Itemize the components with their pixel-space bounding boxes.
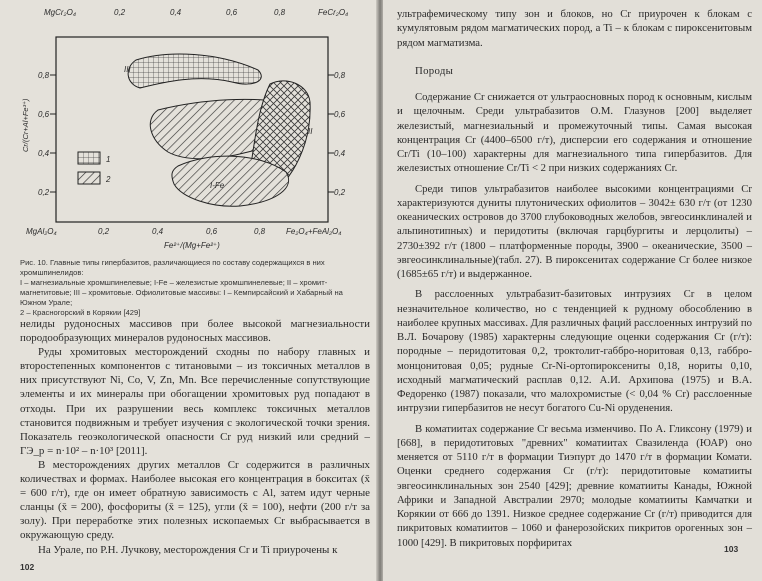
left-tick-4: 0,2 <box>38 188 50 197</box>
corner-label-top-right: FeCr₂O₄ <box>318 8 349 17</box>
paragraph: нелиды рудоносных массивов при более высокой магнезиальности породообразующих минералов рудоносных массивов. <box>20 318 370 345</box>
paragraph: Руды хромитовых месторождений сходны по набору главных и второстепенных компонентов с титановыми – из токсичных металлов в них присутствуют Ni, Co, V, Zn, Mn. Все перечисленные сопутствующие элементы и их минералы при обогащении хромитовых руд попадают в отходы. При их разрушении весь комплекс токсичных металлов становится подвижным и требует изучения с экологической точки зрения. Показатель геоэкологической опасности Cr руд низкий или средний – ГЭ_р = n·10² – n·10³ [2011]. <box>20 346 370 457</box>
bottom-tick-4: 0,8 <box>254 227 266 236</box>
y-axis-label: Cr/(Cr+Al+Fe³⁺) <box>21 98 30 152</box>
caption-line: I – магнезиальные хромшпинелевые; I-Fe – железистые хромшпинелевые; II – хромит-магнетитовые; III – хромитовые. Офиолитовые массивы: I – Кемпирсайский и Хабарный на Южном Урале; <box>20 278 343 307</box>
section-heading: Породы <box>415 64 454 77</box>
paragraph: ультрафемическому типу зон и блоков, но Cr приурочен к блокам с кумулятовым рядом магматических пород, а Ti – к блокам с пироксенитовым рядом магматизма. <box>397 8 752 49</box>
legend-label-1: 1 <box>106 155 111 164</box>
page-number-right: 103 <box>724 544 739 554</box>
top-tick-3: 0,6 <box>226 8 238 17</box>
right-tick-1: 0,8 <box>334 71 346 80</box>
field-label-II: II <box>308 127 313 136</box>
paragraph: В месторождениях других металлов Cr содержится в различных количествах и формах. Наиболее высокая его концентрация в бокситах (x̄ = 600 г/т), где он имеет обратную зависимость с Al, затем идут черные сланцы (x̄ = 200), фосфориты (x̄ = 125), угли (x̄ = 100), нефти (200 г/т за золу). При переработке этих полезных ископаемых Cr выбрасывается в окружающую среду. <box>20 458 370 542</box>
paragraph: На Урале, по Р.Н. Лучкову, месторождения Cr и Ti приурочены к <box>38 543 338 556</box>
top-tick-2: 0,4 <box>170 8 182 17</box>
top-tick-4: 0,8 <box>274 8 286 17</box>
caption-title: Рис. 10. Главные типы гипербазитов, различающиеся по составу содержащихся в них хромшпинелидов: <box>20 258 325 277</box>
page-number-left: 102 <box>20 562 35 572</box>
top-tick-1: 0,2 <box>114 8 126 17</box>
caption-line: 2 – Красногорский в Корякии [429] <box>20 308 141 317</box>
right-page-text <box>397 7 752 550</box>
bottom-tick-1: 0,2 <box>98 227 110 236</box>
x-axis-label: Fe²⁺/(Mg+Fe²⁺) <box>164 241 220 250</box>
paragraph: В коматиитах содержание Cr весьма изменчиво. По А. Гликсону (1979) и [668], в перидотитовых "древних" коматиитах Свазиленда (ЮАР) оно меняется от 5110 г/т в формации Тиэпурт до 1470 г/т в формации Комати. Оценки среднего содержания Cr (г/т): перидотитовые коматииты эвгеосинклинальных зон 2540 [429]; древние коматииты Канады, Южной Африки и Западной Австралии 2970; молодые коматииты Камчатки и Корякии от 666 до 1391. Низкое среднее содержание Cr (г/т) приводится для пикритовых коматиитов – 1060 и фанерозойских пикритов орогенных зон – 1000 [429]. В пикритовых порфиритах <box>397 422 752 549</box>
paragraph: В расслоенных ультрабазит-базитовых интрузиях Cr в целом незначительное количество, но с тенденцией к рудному обособлению в наиболее крупных массивах. Для различных фаций расслоенных интрузий по В.Л. Бочарову (1985) характерны следующие оценки содержания Cr (г/т): породные – перидотитовая 0,2, троктолит-габбро-норитовая 0,13, габбро-монцонитовая 0,05; рудные Cr-Ni-ортопироксениты 0,18, нориты 0,10, исходный магматический расплав 0,12. А.И. Архипова (1975) и В.А. Федоренко (1987) показали, что малохромистые (< 0,04 % Cr) расслоенные интрузии гипербазитов не несут богатого Cu-Ni оруденения. <box>397 288 752 415</box>
left-tick-2: 0,6 <box>38 110 50 119</box>
legend-label-2: 2 <box>106 175 111 184</box>
corner-label-top-left: MgCr₂O₄ <box>44 8 77 17</box>
legend-swatch-2 <box>78 172 100 184</box>
right-tick-4: 0,2 <box>334 188 346 197</box>
field-label-III: III <box>124 65 131 74</box>
right-tick-3: 0,4 <box>334 149 346 158</box>
field-III-area <box>128 54 261 88</box>
ternary-spinel-diagram <box>18 2 368 254</box>
field-label-I-Fe: I-Fe <box>210 181 225 190</box>
right-tick-2: 0,6 <box>334 110 346 119</box>
corner-label-bottom-left: MgAl₂O₄ <box>26 227 57 236</box>
left-page <box>0 0 378 581</box>
legend-swatch-1 <box>78 152 100 164</box>
left-tick-3: 0,4 <box>38 149 50 158</box>
bottom-tick-2: 0,4 <box>152 227 164 236</box>
paragraph: Содержание Cr снижается от ультраосновных пород к основным, кислым и щелочным. Среди ультрабазитов О.М. Глазунов [200] выделяет железистый, магнезиальный и промежуточный типы. Самая высокая концентрация Cr (4400–6500 г/т), дисперсии его содержания и отношение Cr/Ti (10–100) характерны для магнезиального типа гипербазитов. Для железистых отношение Cr/Ti < 2 при низких содержаниях Cr. <box>397 91 752 175</box>
corner-label-bottom-right: Fe₂O₄+FeAl₂O₄ <box>286 227 342 236</box>
bottom-tick-3: 0,6 <box>206 227 218 236</box>
field-I-Fe-area <box>172 156 289 206</box>
left-page-text <box>20 317 370 557</box>
paragraph: Среди типов ультрабазитов наиболее высокими концентрациями Cr характеризуются дуниты плутонических офиолитов – 3042± 630 г/т (от 1230 океанических островов до 3700 глубоководных желобов, эвгеосинклиналей и альпинотипных) и перидотиты (включая гарцбургиты и лерцолиты) – 2730±392 г/т (1800 – платформенные породы, 3900 – океанические, 3500 – эвгеосинклинальные)(табл. 27). В пироксенитах содержание Cr более низкое (1685±65 г/т) и выдержанное. <box>397 182 752 280</box>
figure-caption <box>20 258 370 318</box>
left-tick-1: 0,8 <box>38 71 50 80</box>
